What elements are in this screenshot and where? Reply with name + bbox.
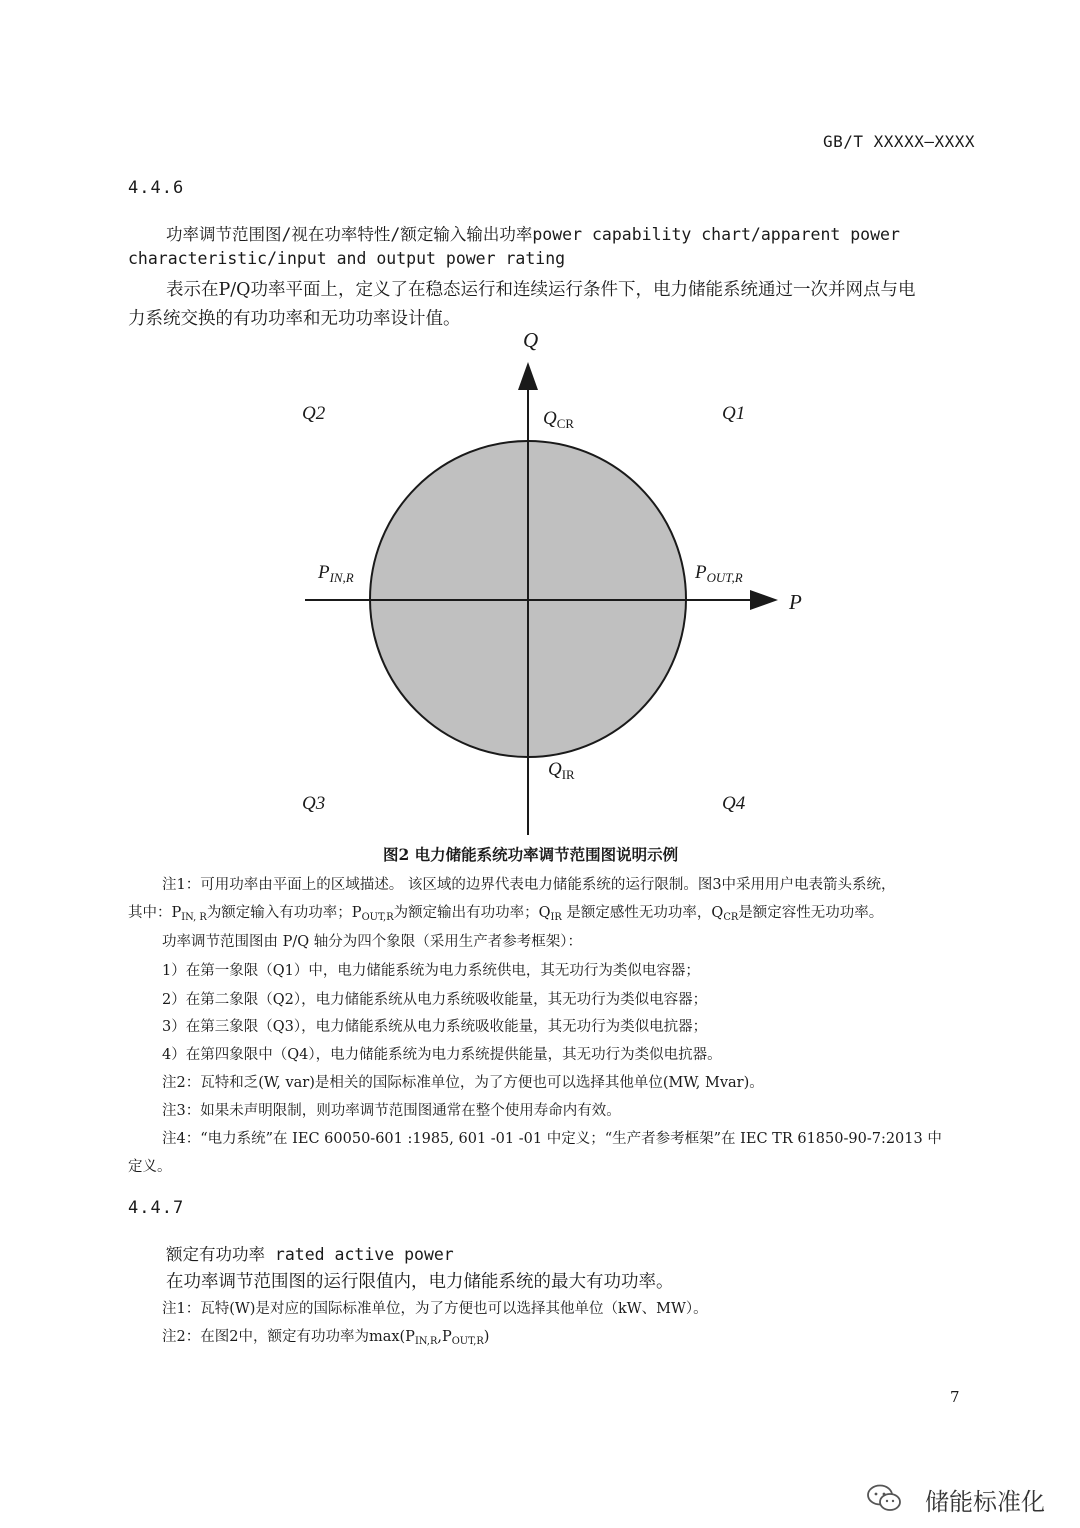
watermark-text: 储能标准化 xyxy=(925,1488,1045,1516)
quadrant-label-q4: Q4 xyxy=(722,793,746,814)
figure-caption: 图2 电力储能系统功率调节范围图说明示例 xyxy=(383,845,679,864)
label-p-in-r: $P_{IN,R}$ xyxy=(318,562,354,585)
label-q-ir: $Q_{IR}$ xyxy=(548,759,575,782)
note-4-line-2: 定义。 xyxy=(128,1159,172,1175)
definition-line-2: 力系统交换的有功功率和无功功率设计值。 xyxy=(128,309,461,329)
quadrant-label-q1: Q1 xyxy=(722,403,746,424)
axis-label-q: Q xyxy=(523,328,539,352)
quadrant-label-q3: Q3 xyxy=(302,793,326,814)
quadrant-label-q2: Q2 xyxy=(302,403,326,424)
note-447-2: 注2：在图2中，额定有功功率为$\max(P_{IN,R},P_{OUT,R})$ xyxy=(162,1329,490,1347)
note-3: 注3：如果未声明限制，则功率调节范围图通常在整个使用寿命内有效。 xyxy=(162,1103,621,1119)
clause-number-4-4-6: 4.4.6 xyxy=(128,178,185,198)
quadrant-intro: 功率调节范围图由 P/Q 轴分为四个象限（采用生产者参考框架）： xyxy=(162,934,582,950)
axis-label-p: P xyxy=(789,590,802,614)
label-q-cr: $Q_{CR}$ xyxy=(543,408,574,431)
quadrant-item-2: 2）在第二象限（Q2），电力储能系统从电力系统吸收能量，其无功行为类似电容器； xyxy=(162,992,708,1008)
note-1-line-1: 注1：可用功率由平面上的区域描述。 该区域的边界代表电力储能系统的运行限制。图3中采用用户电表箭头系统， xyxy=(162,877,896,893)
wechat-icon xyxy=(866,1483,902,1513)
term-rated-active-power: 额定有功功率 rated active power xyxy=(166,1245,454,1264)
definition-line-1: 表示在P/Q功率平面上，定义了在稳态运行和连续运行条件下，电力储能系统通过一次并网点与电 xyxy=(166,280,916,300)
quadrant-item-1: 1）在第一象限（Q1）中，电力储能系统为电力系统供电，其无功行为类似电容器； xyxy=(162,963,700,979)
term-line-1: 功率调节范围图/视在功率特性/额定输入输出功率power capability chart/apparent power xyxy=(166,225,900,244)
note-4-line-1: 注4：“电力系统”在 IEC 60050-601 :1985, 601 -01 -01 中定义；“生产者参考框架”在 IEC TR 61850-90-7:2013 中 xyxy=(162,1131,942,1147)
clause-number-4-4-7: 4.4.7 xyxy=(128,1198,185,1218)
standard-number: GB/T XXXXX—XXXX xyxy=(823,132,975,151)
p-axis-arrow xyxy=(750,590,778,610)
capability-circle xyxy=(370,441,686,757)
q-axis-arrow xyxy=(518,362,538,390)
note-1-line-2: 其中：$P_{IN, R}$为额定输入有功功率；$P_{OUT,R}$为额定输出有功功率；$Q_{IR}$ 是额定感性无功功率，$Q_{CR}$是额定容性无功功率。 xyxy=(128,905,884,923)
note-447-1: 注1：瓦特(W)是对应的国际标准单位，为了方便也可以选择其他单位（kW、MW）。 xyxy=(162,1301,708,1317)
term-line-2: characteristic/input and output power rating xyxy=(128,249,566,268)
quadrant-item-4: 4）在第四象限中（Q4），电力储能系统为电力系统提供能量，其无功行为类似电抗器。 xyxy=(162,1047,722,1063)
definition-rated-active-power: 在功率调节范围图的运行限值内，电力储能系统的最大有功功率。 xyxy=(166,1272,674,1292)
label-p-out-r: $P_{OUT,R}$ xyxy=(695,562,743,585)
page-number: 7 xyxy=(950,1388,960,1406)
quadrant-item-3: 3）在第三象限（Q3），电力储能系统从电力系统吸收能量，其无功行为类似电抗器； xyxy=(162,1019,708,1035)
note-2: 注2：瓦特和乏(W, var)是相关的国际标准单位，为了方便也可以选择其他单位(MW, Mvar)。 xyxy=(162,1075,764,1091)
